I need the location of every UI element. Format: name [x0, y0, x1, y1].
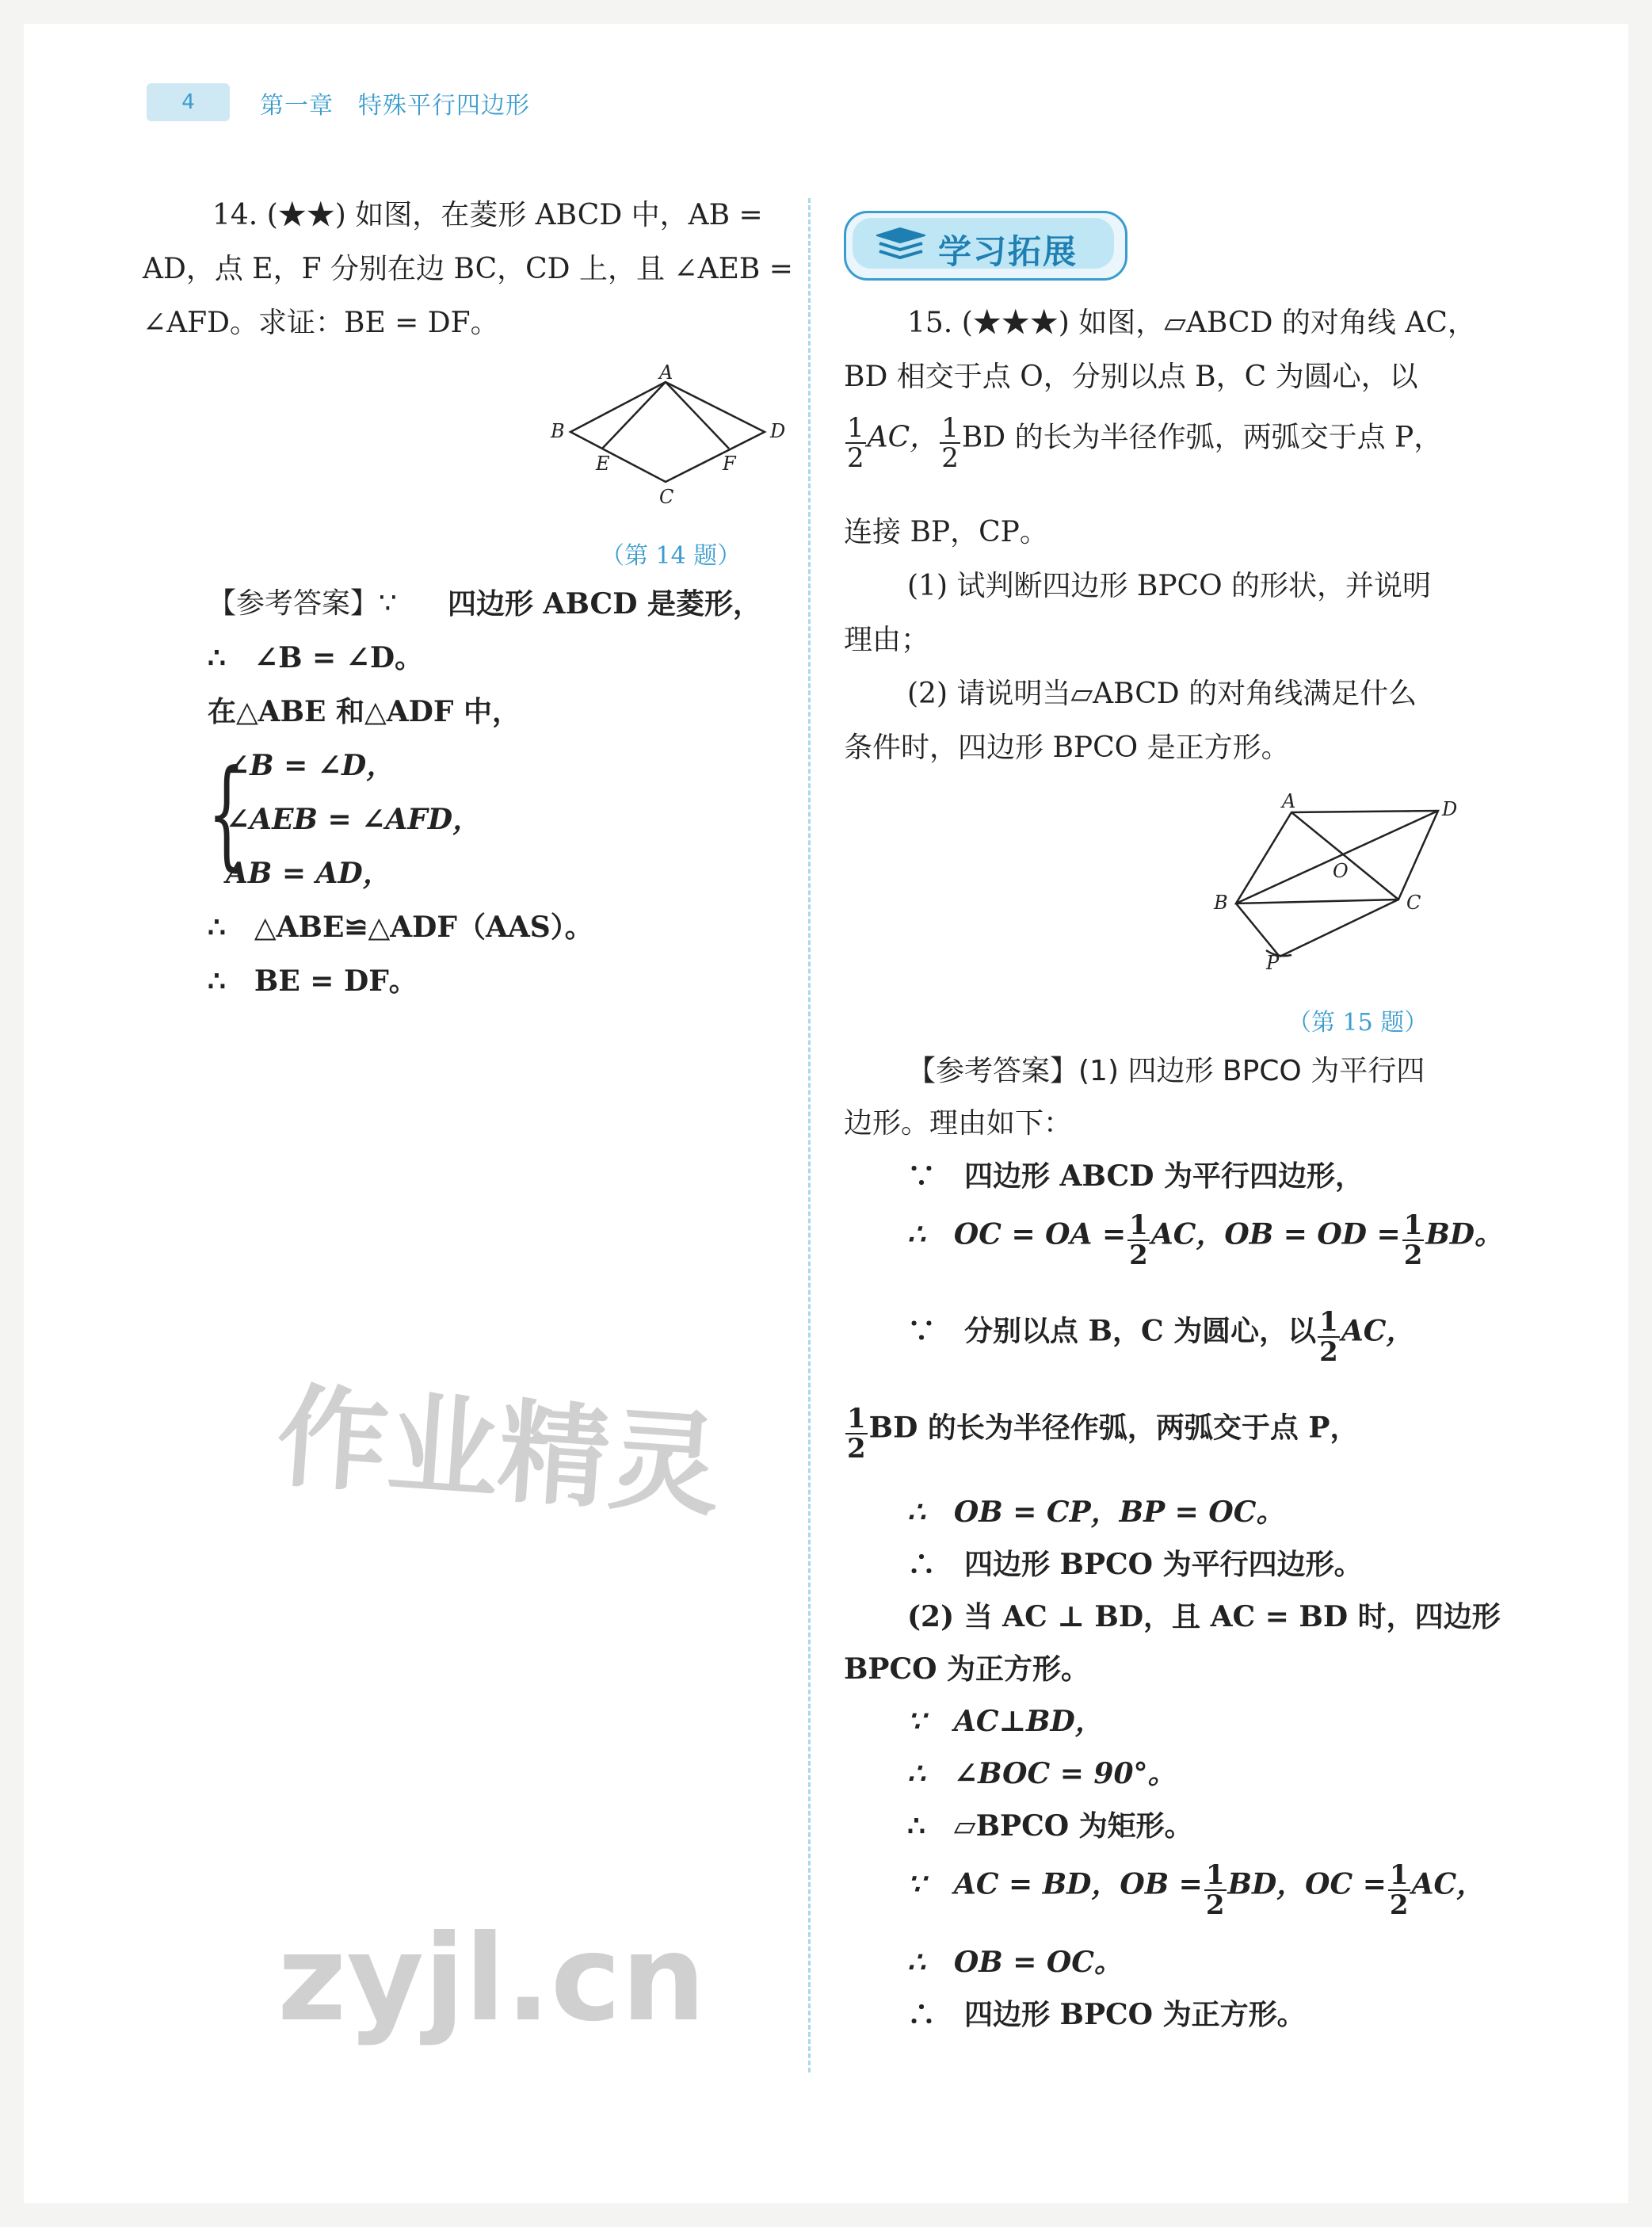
p15-answer-line-1: 【参考答案】(1) 四边形 BPCO 为平行四: [907, 1055, 1425, 1087]
p15-fraction-half-b: $\frac{1}{2}$: [941, 412, 959, 474]
p15-ac-bd-ob-text: ∵ AC = BD，OB =: [907, 1867, 1203, 1901]
fig15-label-b: B: [1214, 892, 1228, 914]
p15-fraction-half-a: $\frac{1}{2}$: [847, 412, 864, 474]
p15-answer-line-16: ∴ 四边形 BPCO 为正方形。: [907, 1998, 1306, 2031]
section-banner-title: 学习拓展: [938, 232, 1078, 271]
figure-14-caption: （第 14 题）: [601, 542, 742, 570]
p15-answer-line-8: ∴ 四边形 BPCO 为平行四边形。: [907, 1548, 1363, 1581]
p15-statement-line-7: (2) 请说明当▱ABCD 的对角线满足什么: [907, 678, 1417, 710]
p15-ob-od-text: AC，OB = OD =: [1150, 1217, 1401, 1251]
p15-fraction-half-h: $\frac{1}{2}$: [1389, 1859, 1409, 1921]
chapter-title: 第一章 特殊平行四边形: [260, 92, 530, 120]
fig15-label-p: P: [1266, 952, 1280, 971]
column-divider: [808, 198, 811, 2072]
p15-fraction-half-d: $\frac{1}{2}$: [1403, 1209, 1423, 1271]
p15-answer-line-10: BPCO 为正方形。: [844, 1652, 1090, 1686]
p15-answer-line-2: 边形。理由如下：: [844, 1107, 1073, 1140]
p15-statement-line-5: (1) 试判断四边形 BPCO 的形状，并说明: [907, 570, 1432, 602]
p15-statement-line-4: 连接 BP，CP。: [844, 516, 1048, 548]
fig15-label-d: D: [1442, 798, 1458, 820]
p15-fraction-half-f: $\frac{1}{2}$: [847, 1403, 866, 1465]
p14-answer-line-3: 在△ABE 和△ADF 中，: [208, 695, 521, 728]
page-number-tab: 4: [147, 83, 230, 121]
fig14-label-a: A: [659, 365, 673, 384]
p15-fraction-half-c: $\frac{1}{2}$: [1129, 1209, 1148, 1271]
p15-answer-line-3: ∵ 四边形 ABCD 为平行四边形，: [907, 1159, 1364, 1193]
p14-answer-conclusion-1: ∴ △ABE≌△ADF（AAS）。: [208, 911, 593, 944]
p14-statement-line-3: ∠AFD。求证：BE = DF。: [143, 307, 499, 339]
fig14-label-f: F: [723, 453, 736, 475]
fig14-label-c: C: [659, 486, 674, 508]
watermark-text-cn: 作业精灵: [273, 1372, 725, 1533]
p15-answer-line-11: ∵ AC⊥BD，: [907, 1705, 1104, 1738]
figure-15-caption: （第 15 题）: [1288, 1009, 1429, 1037]
p14-answer-conclusion-2: ∴ BE = DF。: [208, 965, 418, 998]
p15-statement-line-8: 条件时，四边形 BPCO 是正方形。: [844, 732, 1290, 764]
p15-ac-text: AC，: [867, 421, 939, 454]
p14-statement-line-1: 14. (★★) 如图，在菱形 ABCD 中，AB =: [212, 199, 763, 231]
p15-bd-text: BD 的长为半径作弧，两弧交于点 P，: [961, 421, 1443, 454]
p14-answer-label: 【参考答案】∵: [208, 587, 397, 620]
p14-answer-line-1: 四边形 ABCD 是菱形，: [448, 587, 761, 621]
p14-statement-line-2: AD，点 E，F 分别在边 BC，CD 上，且 ∠AEB =: [143, 253, 793, 285]
p15-oc-oa-text: ∴ OC = OA =: [907, 1217, 1127, 1251]
p15-answer-line-7: ∴ OB = CP，BP = OC。: [907, 1495, 1285, 1529]
book-stack-icon: [876, 226, 925, 262]
watermark-text-url: zyjl.cn: [277, 1910, 706, 2048]
p15-answer-line-9: (2) 当 AC ⊥ BD，且 AC = BD 时，四边形: [907, 1600, 1501, 1633]
p15-bd-end-text: BD。: [1425, 1217, 1504, 1251]
p15-ac-final-text: AC，: [1411, 1867, 1486, 1901]
p15-circle-center-text: ∵ 分别以点 B，C 为圆心，以: [907, 1314, 1317, 1348]
fig14-label-b: B: [551, 420, 565, 442]
p15-fraction-half-g: $\frac{1}{2}$: [1205, 1859, 1225, 1921]
p15-answer-line-5: [907, 1308, 1414, 1366]
figure-14-rhombus: [547, 365, 792, 511]
p14-system-eq-1: ∠B = ∠D，: [226, 749, 395, 782]
p14-system-eq-2: ∠AEB = ∠AFD，: [226, 803, 482, 836]
p14-answer-line-2: ∴ ∠B = ∠D。: [208, 641, 424, 674]
p15-statement-line-6: 理由；: [844, 624, 930, 656]
p14-system-eq-3: AB = AD，: [226, 857, 391, 890]
fig15-label-c: C: [1406, 892, 1421, 914]
p15-fraction-half-e: $\frac{1}{2}$: [1319, 1306, 1338, 1368]
system-brace: {: [208, 745, 246, 883]
p15-bd-arc-text: BD 的长为半径作弧，两弧交于点 P，: [868, 1411, 1359, 1445]
section-banner: [844, 211, 1127, 281]
p15-bd-oc-text: BD，OC =: [1227, 1867, 1387, 1901]
p15-statement-line-1: 15. (★★★) 如图，▱ABCD 的对角线 AC，: [907, 307, 1476, 339]
banner-inner: [853, 218, 1114, 269]
fig15-label-a: A: [1282, 790, 1296, 812]
figure-15-parallelogram: [1204, 789, 1478, 971]
p15-statement-line-3: [844, 414, 1442, 472]
fig14-label-d: D: [770, 420, 786, 442]
p15-statement-line-2: BD 相交于点 O，分别以点 B，C 为圆心，以: [844, 361, 1418, 393]
p15-answer-line-4: [907, 1211, 1503, 1270]
p15-ac-answer-text: AC，: [1341, 1314, 1415, 1348]
p15-answer-line-6: [844, 1404, 1358, 1463]
p15-answer-line-12: ∴ ∠BOC = 90°。: [907, 1757, 1177, 1790]
p15-answer-line-15: ∴ OB = OC。: [907, 1946, 1123, 1979]
p15-answer-line-14: [907, 1861, 1485, 1919]
fig15-label-o: O: [1333, 860, 1349, 882]
p15-answer-line-13: ∴ ▱BPCO 为矩形。: [907, 1809, 1193, 1843]
fig14-label-e: E: [596, 453, 610, 475]
